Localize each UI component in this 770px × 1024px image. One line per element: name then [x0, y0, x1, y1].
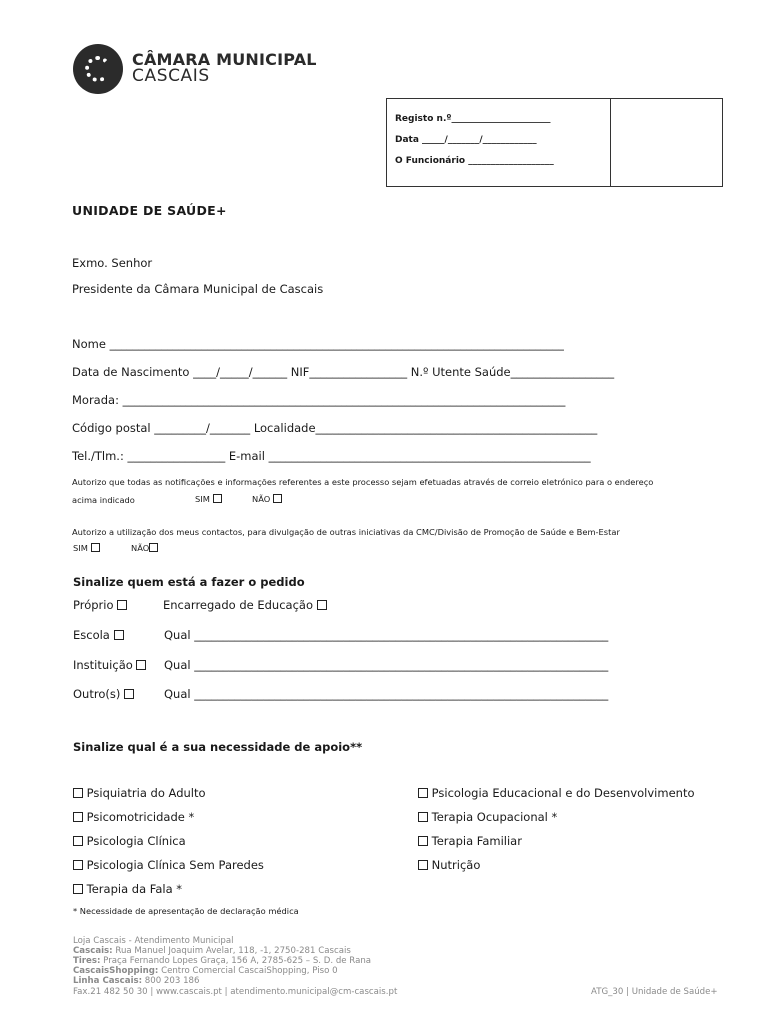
checkbox-icon[interactable]: [114, 630, 124, 640]
footer-line3: Tires: Praça Fernando Lopes Graça, 156 A, 2785-625 – S. D. de Rana: [73, 956, 372, 966]
footer-contacts: Fax.21 482 50 30 | www.cascais.pt | atendimento.municipal@cm-cascais.pt: [73, 987, 398, 997]
field-telefone-email[interactable]: Tel./Tlm.: _________________ E-mail ________________________________________________________: [72, 449, 591, 463]
checkbox-icon[interactable]: [91, 543, 100, 552]
page-title: UNIDADE DE SAÚDE+: [72, 203, 227, 218]
option-escola[interactable]: Escola: [73, 628, 124, 642]
registry-divider: [610, 99, 611, 186]
logo-text-line1: CÂMARA MUNICIPAL: [132, 50, 317, 69]
consent-email-text: Autorizo que todas as notificações e informações referentes a este processo sejam efetuadas através de correio eletrónico para o endereço: [72, 477, 654, 487]
checkbox-icon[interactable]: [124, 689, 134, 699]
support-option[interactable]: Psicologia Clínica Sem Paredes: [73, 858, 264, 872]
checkbox-icon[interactable]: [73, 836, 83, 846]
registry-box: [386, 98, 723, 187]
support-heading: Sinalize qual é a sua necessidade de apoio**: [73, 740, 363, 754]
field-qual-outros[interactable]: Qual ________________________________________________________________________: [164, 687, 609, 701]
checkbox-icon[interactable]: [418, 836, 428, 846]
footer-line5: Linha Cascais: 800 203 186: [73, 976, 200, 986]
medical-note: * Necessidade de apresentação de declaração médica: [73, 906, 299, 916]
checkbox-icon[interactable]: [73, 788, 83, 798]
consent-contacts-text: Autorizo a utilização dos meus contactos, para divulgação de outras iniciativas da CMC/Divisão de Promoção de Saúde e Bem-Estar: [72, 527, 620, 537]
checkbox-icon[interactable]: [73, 884, 83, 894]
registry-clerk: O Funcionário ___________________: [395, 156, 554, 166]
support-option[interactable]: Terapia Familiar: [418, 834, 522, 848]
checkbox-icon[interactable]: [73, 860, 83, 870]
checkbox-icon[interactable]: [418, 860, 428, 870]
salutation-line1: Exmo. Senhor: [72, 256, 153, 270]
field-qual-escola[interactable]: Qual ________________________________________________________________________: [164, 628, 609, 642]
consent-contacts-nao[interactable]: NÃO: [131, 543, 158, 553]
salutation-line2: Presidente da Câmara Municipal de Cascais: [72, 282, 324, 296]
checkbox-icon[interactable]: [73, 812, 83, 822]
footer-doc-code: ATG_30 | Unidade de Saúde+: [591, 987, 718, 997]
cascais-logo-icon: [73, 44, 123, 94]
footer-line1: Loja Cascais - Atendimento Municipal: [73, 936, 234, 946]
checkbox-icon[interactable]: [213, 494, 222, 503]
logo-text-line2: CASCAIS: [132, 66, 210, 86]
registry-date: Data _____/_______/____________: [395, 135, 537, 145]
consent-email-nao[interactable]: NÃO: [252, 494, 282, 504]
support-option[interactable]: Psicomotricidade *: [73, 810, 194, 824]
requester-heading: Sinalize quem está a fazer o pedido: [73, 575, 305, 589]
footer-line4: CascaisShopping: Centro Comercial CascaiShopping, Piso 0: [73, 966, 338, 976]
registry-number: Registo n.º______________________: [395, 114, 551, 124]
field-morada[interactable]: Morada: _____________________________________________________________________________: [72, 393, 566, 407]
support-option[interactable]: Terapia da Fala *: [73, 882, 182, 896]
support-option[interactable]: Nutrição: [418, 858, 480, 872]
support-option[interactable]: Terapia Ocupacional *: [418, 810, 557, 824]
support-option[interactable]: Psiquiatria do Adulto: [73, 786, 206, 800]
checkbox-icon[interactable]: [418, 788, 428, 798]
field-codigo-postal[interactable]: Código postal _________/_______ Localidade_________________________________________________: [72, 421, 598, 435]
checkbox-icon[interactable]: [418, 812, 428, 822]
footer-line2: Cascais: Rua Manuel Joaquim Avelar, 118, -1, 2750-281 Cascais: [73, 946, 351, 956]
consent-email-text2: acima indicado: [72, 495, 135, 505]
field-nome[interactable]: Nome _______________________________________________________________________________: [72, 337, 564, 351]
option-proprio[interactable]: Próprio: [73, 598, 127, 612]
consent-email-sim[interactable]: SIM: [195, 494, 222, 504]
field-nascimento[interactable]: Data de Nascimento ____/_____/______ NIF_________________ N.º Utente Saúde__________________: [72, 365, 615, 379]
checkbox-icon[interactable]: [317, 600, 327, 610]
support-option[interactable]: Psicologia Educacional e do Desenvolvimento: [418, 786, 694, 800]
field-qual-instituicao[interactable]: Qual ________________________________________________________________________: [164, 658, 609, 672]
checkbox-icon[interactable]: [117, 600, 127, 610]
option-outros[interactable]: Outro(s): [73, 687, 134, 701]
option-instituicao[interactable]: Instituição: [73, 658, 146, 672]
support-option[interactable]: Psicologia Clínica: [73, 834, 186, 848]
option-encarregado[interactable]: Encarregado de Educação: [163, 598, 327, 612]
checkbox-icon[interactable]: [273, 494, 282, 503]
checkbox-icon[interactable]: [136, 660, 146, 670]
consent-contacts-sim[interactable]: SIM: [73, 543, 100, 553]
checkbox-icon[interactable]: [149, 543, 158, 552]
